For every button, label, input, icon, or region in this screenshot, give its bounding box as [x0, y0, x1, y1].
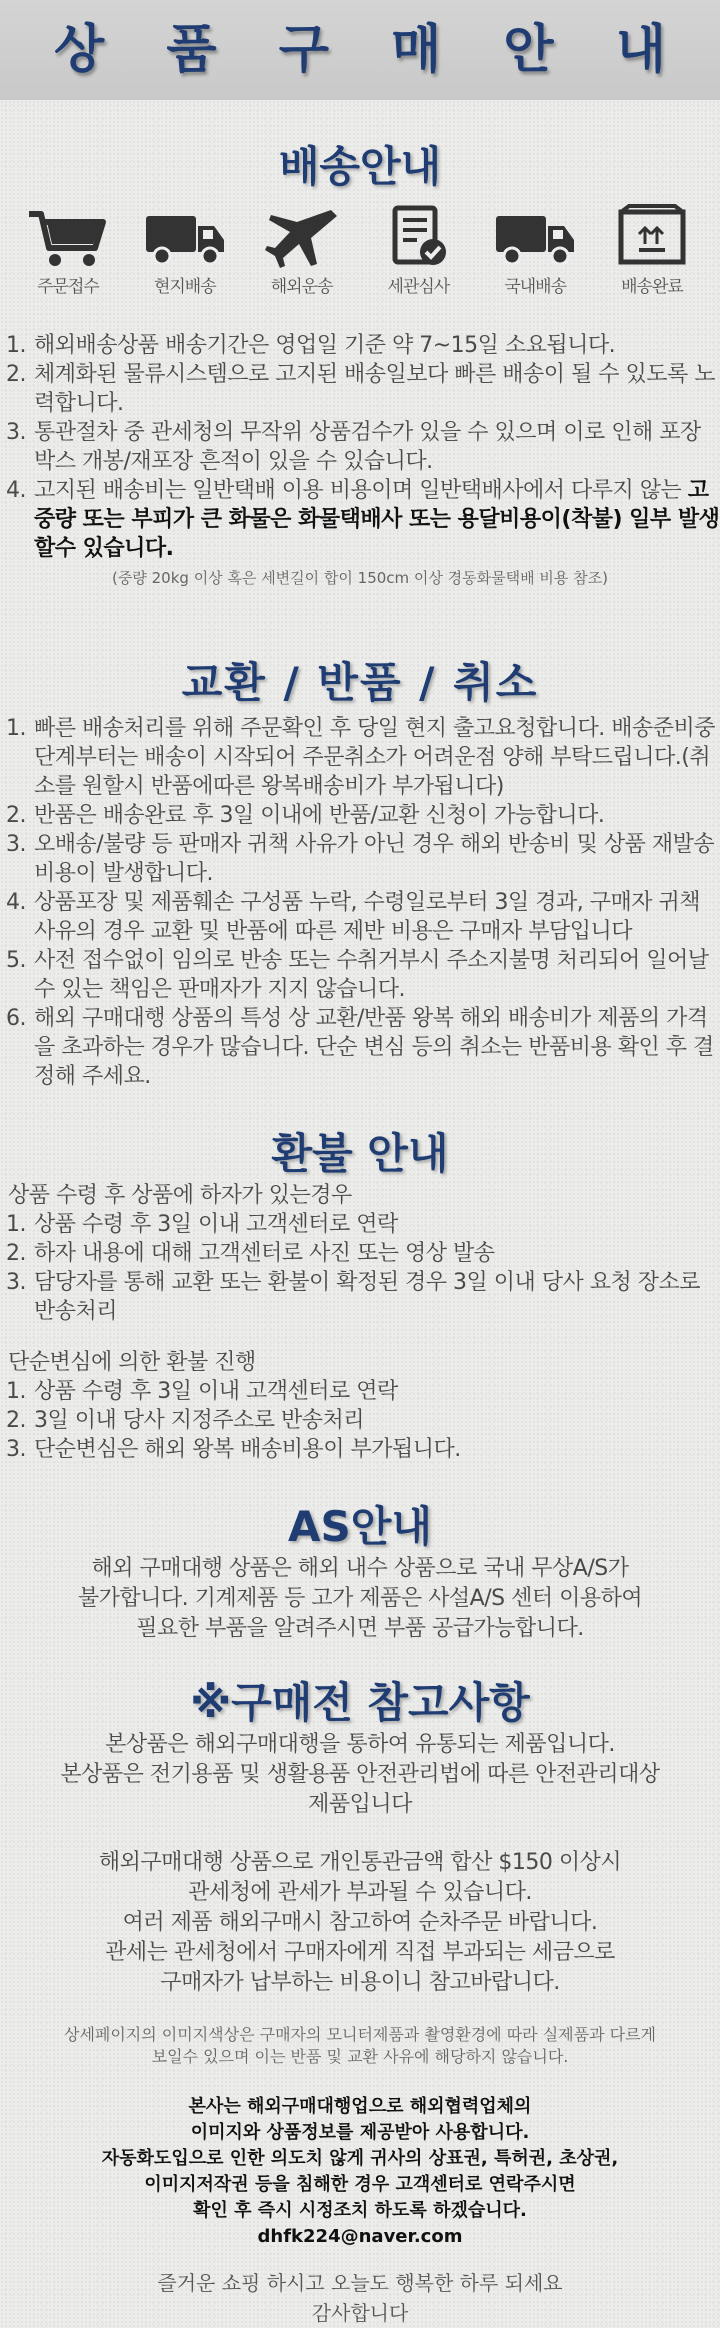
exchange-list [0, 714, 720, 1091]
customs-document-icon [375, 204, 461, 270]
company-notice: 본사는 해외구매대행업으로 해외협력업체의 이미지와 상품정보를 제공받아 사용합니다. 자동화도입으로 인한 의도치 않게 귀사의 상표권, 특허권, 초상권, 이미지저작권 등을 침해한 경우 고객센터로 연락주시면 확인 후 즉시 시정조치 하도록 하겠습니다. dhfk224@naver.com [0, 2094, 720, 2250]
closing-message: 즐거운 쇼핑 하시고 오늘도 행복한 하루 되세요 감사합니다 [157, 2271, 563, 2325]
as-line: 불가합니다. 기계제품 등 고가 제품은 사설A/S 센터 이용하여 [77, 1586, 643, 1611]
cart-icon [25, 204, 111, 270]
as-section [0, 1494, 720, 1644]
as-line: 해외 구매대행 상품은 해외 내수 상품으로 국내 무상A/S가 [91, 1556, 629, 1581]
shipping-section [0, 134, 720, 588]
as-title: AS안내 [288, 1502, 432, 1551]
step-label: 국내배송 [504, 277, 567, 297]
step-delivered [598, 204, 706, 297]
step-local-delivery [131, 204, 239, 297]
list-item: 6. 해외 구매대행 상품의 특성 상 교환/반품 왕복 해외 배송비가 제품의 가격을 초과하는 경우가 많습니다. 단순 변심 등의 취소는 반품비용 확인 후 결정해 주세요. [6, 1006, 714, 1089]
as-line: 필요한 부품을 알려주시면 부품 공급가능합니다. [136, 1616, 584, 1641]
list-item: 4. 상품포장 및 제품훼손 구성품 누락, 수령일로부터 3일 경과, 구매자 귀책사유의 경우 교환 및 반품에 따른 제반 비용은 구매자 부담입니다 [6, 890, 700, 944]
refund-title: 환불 안내 [271, 1129, 449, 1178]
list-item: 2. 체계화된 물류시스템으로 고지된 배송일보다 빠른 배송이 될 수 있도록 노력합니다. [6, 362, 716, 416]
contact-email: dhfk224@naver.com [257, 2226, 463, 2247]
list-item: 1. 상품 수령 후 3일 이내 고객센터로 연락 [6, 1379, 398, 1404]
airplane-icon [259, 204, 345, 270]
reference-title: ※구매전 참고사항 [190, 1678, 530, 1727]
list-item: 4. 고지된 배송비는 일반택배 이용 비용이며 일반택배사에서 다루지 않는 고중량 또는 부피가 큰 화물은 화물택배사 또는 용달비용이(착불) 일부 발생할수 있습니다. [6, 478, 720, 561]
refund-defect-heading: 상품 수령 후 상품에 하자가 있는경우 [8, 1183, 352, 1208]
step-customs [364, 204, 472, 297]
exchange-title: 교환 / 반품 / 취소 [181, 658, 539, 707]
refund-change-list [0, 1377, 720, 1464]
list-item: 1. 상품 수령 후 3일 이내 고객센터로 연락 [6, 1212, 398, 1237]
emphasis-text: 고중량 또는 부피가 큰 화물은 화물택배사 또는 용달비용이(착불) 일부 발생할수 있습니다. [34, 478, 720, 561]
step-overseas-transport [248, 204, 356, 297]
page-title: 상 품 구 매 안 내 [54, 20, 688, 80]
list-item: 3. 담당자를 통해 교환 또는 환불이 확정된 경우 3일 이내 당사 요청 장소로 반송처리 [6, 1270, 700, 1324]
list-item: 5. 사전 접수없이 임의로 반송 또는 수취거부시 주소지불명 처리되어 일어날 수 있는 책임은 판매자가 지지 않습니다. [6, 948, 709, 1002]
step-order-received [14, 204, 122, 297]
list-item: 3. 오배송/불량 등 판매자 귀책 사유가 아닌 경우 해외 반송비 및 상품 재발송 비용이 발생합니다. [6, 832, 715, 886]
reference-section [0, 1670, 720, 2328]
shipping-note: (중량 20kg 이상 혹은 세변길이 합이 150cm 이상 경동화물택배 비용 참조) [112, 569, 608, 587]
page-header [0, 0, 720, 100]
step-label: 배송완료 [621, 277, 683, 297]
list-item: 2. 반품은 배송완료 후 3일 이내에 반품/교환 신청이 가능합니다. [6, 803, 605, 828]
refund-defect-list [0, 1210, 720, 1326]
exchange-section [0, 650, 720, 1091]
list-item: 2. 하자 내용에 대해 고객센터로 사진 또는 영상 발송 [6, 1241, 495, 1266]
shipping-title: 배송안내 [278, 142, 442, 191]
step-label: 현지배송 [153, 277, 216, 297]
list-item: 2. 3일 이내 당사 지정주소로 반송처리 [6, 1408, 364, 1433]
list-item: 3. 단순변심은 해외 왕복 배송비용이 부가됩니다. [6, 1437, 461, 1462]
box-icon [609, 204, 695, 270]
list-item: 1. 빠른 배송처리를 위해 주문확인 후 당일 현지 출고요청합니다. 배송준비중 단계부터는 배송이 시작되어 주문취소가 어려운점 양해 부탁드립니다.(취소를 원할시 반품에따른 왕복배송비가 부가됩니다) [6, 716, 716, 799]
list-item: 1. 해외배송상품 배송기간은 영업일 기준 약 7~15일 소요됩니다. [6, 333, 616, 358]
refund-section [0, 1121, 720, 1464]
shipping-list [0, 331, 720, 563]
truck-icon [492, 204, 578, 270]
step-label: 세관심사 [387, 277, 450, 297]
list-item: 3. 통관절차 중 관세청의 무작위 상품검수가 있을 수 있으며 이로 인해 포장박스 개봉/재포장 흔적이 있을 수 있습니다. [6, 420, 701, 474]
reference-product-notice: 본상품은 해외구매대행을 통하여 유통되는 제품입니다. 본상품은 전기용품 및 생활용품 안전관리법에 따른 안전관리대상 제품입니다 [60, 1732, 660, 1817]
step-label: 주문접수 [37, 277, 99, 297]
step-domestic-delivery [481, 204, 589, 297]
reference-customs-notice: 해외구매대행 상품으로 개인통관금액 합산 $150 이상시 관세청에 관세가 부과될 수 있습니다. 여러 제품 해외구매시 참고하여 순차주문 바랍니다. 관세는 관세청에서 구매자에게 직접 부과되는 세금으로 구매자가 납부하는 비용이니 참고바랍니다. [98, 1850, 622, 1995]
truck-icon [142, 204, 228, 270]
image-color-notice: 상세페이지의 이미지색상은 구매자의 모니터제품과 촬영환경에 따라 실제품과 다르게 보일수 있으며 이는 반품 및 교환 사유에 해당하지 않습니다. [63, 2025, 657, 2066]
refund-change-heading: 단순변심에 의한 환불 진행 [8, 1350, 256, 1375]
shipping-steps [0, 204, 720, 297]
step-label: 해외운송 [270, 277, 333, 297]
